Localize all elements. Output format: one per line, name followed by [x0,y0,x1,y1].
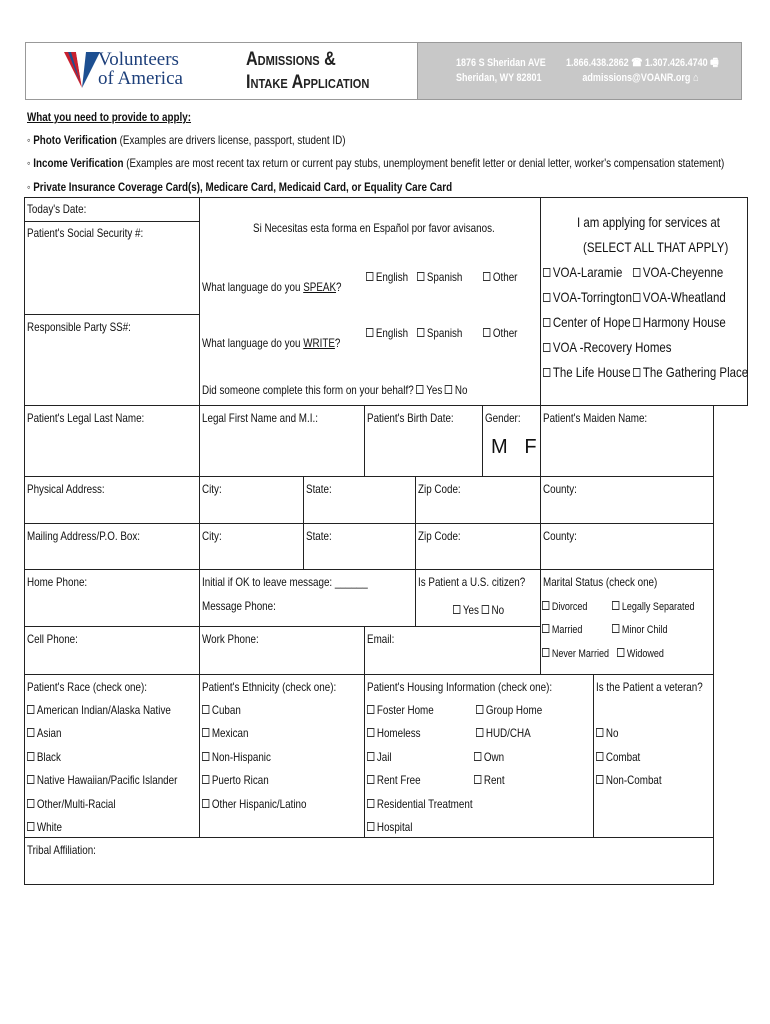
checkbox-icon[interactable] [416,385,423,394]
state-label-2[interactable]: State: [306,529,332,543]
tribal-label[interactable]: Tribal Affiliation: [27,843,96,857]
marital-divorced[interactable] [542,600,587,614]
checkbox-icon[interactable] [366,272,373,281]
svc-center-hope-label: Center of Hope [552,314,631,330]
spanish-note: Si Necesitas esta forma en Español por favor avisanos. [253,221,495,235]
cell-phone-label[interactable]: Cell Phone: [27,632,78,646]
marital-minor-child[interactable] [612,623,667,637]
checkbox-icon[interactable] [633,268,640,277]
bullet-icon: ◦ [27,133,34,147]
todays-date-label[interactable]: Today's Date: [27,202,87,216]
checkbox-icon[interactable] [367,799,374,808]
checkbox-icon[interactable] [367,728,374,737]
address-line2: Sheridan, WY 82801 [456,72,542,84]
house-opt-4[interactable] [476,726,531,740]
eth-title: Patient's Ethnicity (check one): [202,680,337,694]
voa-logo-icon [62,48,102,94]
checkbox-icon[interactable] [202,705,209,714]
eth-4-label: Puerto Rican [211,773,269,787]
citizen-options[interactable] [453,603,504,617]
title-line1: Admissions & [246,49,336,70]
citizen-label: Is Patient a U.S. citizen? [418,575,526,589]
checkbox-icon[interactable] [542,648,549,657]
requirement-2 [27,156,724,170]
checkbox-icon[interactable] [543,368,550,377]
email-label[interactable]: Email: [367,632,395,646]
race-opt-1[interactable] [27,703,171,717]
checkbox-icon[interactable] [367,775,374,784]
someone-complete-text: Did someone complete this form on your behalf? [202,383,414,397]
birth-date-label[interactable]: Patient's Birth Date: [367,411,454,425]
checkbox-icon[interactable] [417,272,424,281]
svc-harmony[interactable] [633,314,726,330]
married-label: Married [551,624,583,636]
email [566,71,719,86]
checkbox-icon[interactable] [27,728,34,737]
svc-voa-recovery-label: VOA -Recovery Homes [552,339,672,355]
checkbox-icon[interactable] [483,328,490,337]
house-opt-9[interactable] [367,797,473,811]
home-icon: ⌂ [692,72,699,84]
checkbox-icon[interactable] [612,601,619,610]
address [456,56,546,86]
services-title2: (SELECT ALL THAT APPLY) [583,239,729,255]
widowed-label: Widowed [626,648,664,660]
speak-spanish-option[interactable] [417,270,462,284]
initial-ok-label[interactable]: Initial if OK to leave message: ______ [202,575,368,589]
form-title [246,48,391,94]
svc-voa-laramie[interactable] [543,264,622,280]
speak-spanish-label: Spanish [426,270,463,284]
minor-child-label: Minor Child [621,624,668,636]
eth-opt-5[interactable] [202,797,306,811]
svc-voa-wheatland[interactable] [633,289,726,305]
race-opt-4[interactable] [27,773,177,787]
county-label-2[interactable]: County: [543,529,577,543]
req3-bold: Private Insurance Coverage Card(s), Medicare Card, Medicaid Card, or Equality Care Card [33,180,453,194]
lang-write-question: What language do you WRITE? [202,336,341,350]
checkbox-icon[interactable] [202,799,209,808]
house-opt-10[interactable] [367,820,412,834]
checkbox-icon[interactable] [366,328,373,337]
lang-write-word: WRITE [303,336,335,350]
checkbox-icon[interactable] [543,343,550,352]
someone-no: No [454,383,468,397]
checkbox-icon[interactable] [476,705,483,714]
svc-voa-laramie-label: VOA-Laramie [552,264,623,280]
race-title: Patient's Race (check one): [27,680,148,694]
vet-opt-2[interactable] [596,750,640,764]
house-3-label: Homeless [376,726,421,740]
checkbox-icon[interactable] [27,822,34,831]
voa-logo [62,48,102,94]
someone-yes: Yes [426,383,443,397]
veteran-title: Is the Patient a veteran? [596,680,703,694]
legal-first-label[interactable]: Legal First Name and M.I.: [202,411,318,425]
house-6-label: Own [483,750,505,764]
marital-married[interactable] [542,623,582,637]
write-spanish-option[interactable] [417,326,462,340]
citizen-yes: Yes [462,603,479,617]
svc-voa-wheatland-label: VOA-Wheatland [642,289,726,305]
legally-sep-label: Legally Separated [621,601,695,613]
house-5-label: Jail [376,750,392,764]
divorced-label: Divorced [551,601,588,613]
state-label-1[interactable]: State: [306,482,332,496]
checkbox-icon[interactable] [453,605,460,614]
marital-never-married[interactable] [542,647,609,661]
legal-last-label[interactable]: Patient's Legal Last Name: [27,411,145,425]
house-2-label: Group Home [485,703,543,717]
lang-speak-question: What language do you SPEAK? [202,280,342,294]
services-title1: I am applying for services at [577,214,720,230]
checkbox-icon[interactable] [596,752,603,761]
checkbox-icon[interactable] [596,775,603,784]
checkbox-icon[interactable] [367,752,374,761]
checkbox-icon[interactable] [367,705,374,714]
marital-label: Marital Status (check one) [543,575,658,589]
requirement-1 [27,133,345,147]
vet-opt-3[interactable] [596,773,662,787]
house-opt-8[interactable] [474,773,505,787]
race-2-label: Asian [36,726,62,740]
svc-harmony-label: Harmony House [642,314,726,330]
mailing-address-label[interactable]: Mailing Address/P.O. Box: [27,529,141,543]
gender-label: Gender: [485,411,521,425]
physical-address-label[interactable]: Physical Address: [27,482,105,496]
svc-voa-cheyenne[interactable] [633,264,723,280]
phones: 1.866.438.2862 ☎ 1.307.426.4740 🖷 [566,57,719,69]
zip-label-2[interactable]: Zip Code: [418,529,461,543]
lang-speak-prefix: What language do you [202,280,304,294]
message-phone-label[interactable]: Message Phone: [202,599,276,613]
bullet-icon: ◦ [27,156,34,170]
race-opt-5[interactable] [27,797,116,811]
race-3-label: Black [36,750,61,764]
vet-opt-1[interactable] [596,726,618,740]
house-1-label: Foster Home [376,703,434,717]
bullet-icon: ◦ [27,180,34,194]
checkbox-icon[interactable] [474,752,481,761]
maiden-label[interactable]: Patient's Maiden Name: [543,411,648,425]
svc-life-house[interactable] [543,364,631,380]
city-label-1[interactable]: City: [202,482,222,496]
house-opt-6[interactable] [474,750,504,764]
marital-legally-separated[interactable] [612,600,695,614]
housing-title: Patient's Housing Information (check one): [367,680,553,694]
house-opt-1[interactable] [367,703,434,717]
svc-voa-torrington[interactable] [543,289,632,305]
checkbox-icon[interactable] [633,293,640,302]
checkbox-icon[interactable] [633,318,640,327]
city-label-2[interactable]: City: [202,529,222,543]
checkbox-icon[interactable] [27,775,34,784]
checkbox-icon[interactable] [543,268,550,277]
speak-other-label: Other [492,270,518,284]
checkbox-icon[interactable] [27,799,34,808]
vet-1-label: No [605,726,619,740]
checkbox-icon[interactable] [445,385,452,394]
checkbox-icon[interactable] [202,775,209,784]
citizen-no: No [491,603,505,617]
checkbox-icon[interactable] [202,728,209,737]
org-name-line2: of America [98,68,183,89]
marital-widowed[interactable] [617,647,664,661]
speak-english-option[interactable] [366,270,408,284]
title-line2: Intake Application [246,72,370,93]
house-7-label: Rent Free [376,773,421,787]
req2-rest: (Examples are most recent tax return or current pay stubs, unemployment benefit letter or denial letter, worker's compensation statement) [123,156,725,170]
eth-opt-4[interactable] [202,773,269,787]
svc-center-hope[interactable] [543,314,631,330]
eth-5-label: Other Hispanic/Latino [211,797,307,811]
gender-mf[interactable]: M F [491,436,537,458]
eth-3-label: Non-Hispanic [211,750,271,764]
eth-opt-1[interactable] [202,703,241,717]
lang-write-prefix: What language do you [202,336,304,350]
write-spanish-label: Spanish [426,326,463,340]
write-other-label: Other [492,326,518,340]
race-opt-2[interactable] [27,726,61,740]
svc-gathering[interactable] [633,364,748,380]
address-line1: 1876 S Sheridan AVE [456,57,546,69]
requirements-heading: What you need to provide to apply: [27,110,192,124]
checkbox-icon[interactable] [367,822,374,831]
lang-speak-word: SPEAK [303,280,337,294]
svc-life-house-label: The Life House [552,364,631,380]
checkbox-icon[interactable] [543,318,550,327]
checkbox-icon[interactable] [27,705,34,714]
someone-complete-question [202,383,467,397]
house-9-label: Residential Treatment [376,797,473,811]
eth-opt-2[interactable] [202,726,248,740]
race-1-label: American Indian/Alaska Native [36,703,171,717]
svc-voa-cheyenne-label: VOA-Cheyenne [642,264,724,280]
race-6-label: White [36,820,63,834]
patient-ssn-label[interactable]: Patient's Social Security #: [27,226,144,240]
checkbox-icon[interactable] [483,272,490,281]
race-opt-6[interactable] [27,820,62,834]
requirement-3 [27,180,452,194]
house-opt-7[interactable] [367,773,421,787]
write-english-option[interactable] [366,326,408,340]
responsible-ssn-label[interactable]: Responsible Party SS#: [27,320,131,334]
eth-opt-3[interactable] [202,750,271,764]
race-5-label: Other/Multi-Racial [36,797,116,811]
checkbox-icon[interactable] [476,728,483,737]
house-opt-3[interactable] [367,726,421,740]
speak-english-label: English [375,270,409,284]
home-phone-label[interactable]: Home Phone: [27,575,88,589]
checkbox-icon[interactable] [617,648,624,657]
work-phone-label[interactable]: Work Phone: [202,632,259,646]
svc-gathering-label: The Gathering Place [642,364,749,380]
email-text: admissions@VOANR.org [582,72,691,84]
svc-voa-torrington-label: VOA-Torrington [552,289,632,305]
house-10-label: Hospital [376,820,413,834]
house-4-label: HUD/CHA [485,726,531,740]
zip-label-1[interactable]: Zip Code: [418,482,461,496]
county-label-1[interactable]: County: [543,482,577,496]
contact [566,56,719,86]
write-english-label: English [375,326,409,340]
write-other-option[interactable] [483,326,517,340]
race-4-label: Native Hawaiian/Pacific Islander [36,773,178,787]
checkbox-icon[interactable] [542,601,549,610]
svc-voa-recovery[interactable] [543,339,672,355]
checkbox-icon[interactable] [542,624,549,633]
checkbox-icon[interactable] [543,293,550,302]
speak-other-option[interactable] [483,270,517,284]
req2-bold: Income Verification [33,156,124,170]
checkbox-icon[interactable] [596,728,603,737]
checkbox-icon[interactable] [474,775,481,784]
checkbox-icon[interactable] [417,328,424,337]
eth-2-label: Mexican [211,726,249,740]
house-opt-5[interactable] [367,750,392,764]
house-8-label: Rent [483,773,505,787]
org-name-line1: Volunteers [98,49,179,70]
eth-1-label: Cuban [211,703,241,717]
checkbox-icon[interactable] [612,624,619,633]
checkbox-icon[interactable] [202,752,209,761]
checkbox-icon[interactable] [633,368,640,377]
org-name [98,50,183,88]
never-married-label: Never Married [551,648,609,660]
house-opt-2[interactable] [476,703,542,717]
vet-3-label: Non-Combat [605,773,662,787]
vet-2-label: Combat [605,750,641,764]
checkbox-icon[interactable] [27,752,34,761]
req1-bold: Photo Verification [33,133,117,147]
race-opt-3[interactable] [27,750,61,764]
req1-rest: (Examples are drivers license, passport, student ID) [116,133,346,147]
checkbox-icon[interactable] [482,605,489,614]
